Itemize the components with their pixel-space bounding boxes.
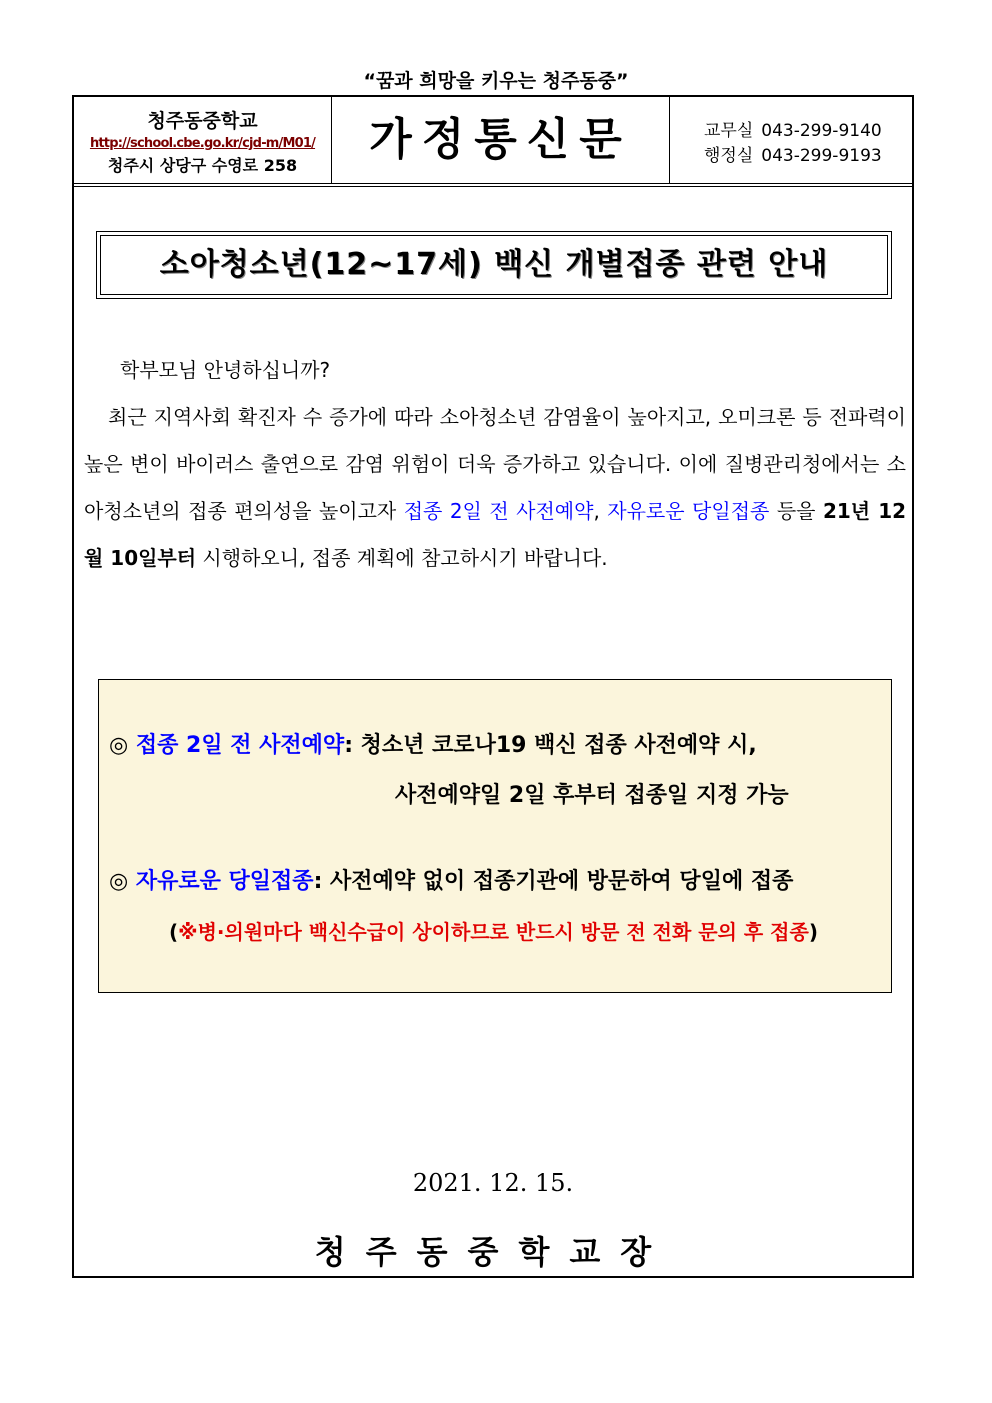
body-paragraph [84, 394, 906, 582]
school-name: 청주동중학교 [147, 110, 258, 132]
school-address: 청주시 상당구 수영로 258 [107, 156, 298, 175]
title-box [96, 231, 892, 299]
contact-label: 행정실 [704, 146, 754, 166]
info-note [169, 916, 818, 945]
contacts [670, 97, 912, 183]
info-item-2-desc: : 사전예약 없이 접종기관에 방문하여 당일에 접종 [313, 869, 794, 894]
info-box [98, 679, 892, 993]
greeting: 학부모님 안녕하십니까? [120, 358, 331, 382]
principal-signature: 청주동중학교장 [314, 1233, 672, 1271]
info-item-1-desc2: 사전예약일 2일 후부터 접종일 지정 가능 [395, 783, 789, 808]
note-paren: ) [808, 920, 818, 944]
contact-label: 교무실 [704, 121, 754, 141]
body-text-part: 등을 [769, 499, 823, 523]
contact-row [704, 144, 912, 169]
start-date: 21년 12월 10일부터 [84, 499, 907, 570]
issue-date: 2021. 12. 15. [412, 1169, 574, 1197]
note-text: ※병·의원마다 백신수급이 상이하므로 반드시 방문 전 전화 문의 후 접종 [178, 920, 809, 944]
info-item-1 [109, 728, 757, 759]
bullet-mark: ◎ [109, 733, 129, 758]
info-item-2-title: 자유로운 당일접종 [135, 869, 314, 894]
header-divider [74, 186, 912, 187]
body-text-part: 최근 지역사회 확진자 수 증가에 따라 소아청소년 감염율이 높아지고, 오미크론 등 전파력이 높은 변이 바이러스 출연으로 감염 위험이 더욱 증가하고 있습니다. 이에 질병관리청에서는 소아청소년의 접종 편의성을 높이고자 [84, 405, 906, 523]
contact-phone: 043-299-9140 [761, 121, 882, 141]
info-item-2 [109, 864, 793, 895]
body-text-part: , [593, 499, 608, 523]
info-item-1-desc: : 청소년 코로나19 백신 접종 사전예약 시, [344, 733, 757, 758]
highlight-same-day: 자유로운 당일접종 [607, 499, 770, 523]
school-info [74, 97, 332, 183]
body-text [84, 347, 906, 582]
header [74, 97, 912, 184]
note-paren: ( [169, 920, 179, 944]
info-item-1-title: 접종 2일 전 사전예약 [135, 733, 345, 758]
contact-phone: 043-299-9193 [761, 146, 882, 166]
newsletter-frame [72, 95, 914, 1278]
highlight-preregistration: 접종 2일 전 사전예약 [403, 499, 594, 523]
motto: “꿈과 희망을 키우는 청주동중” [363, 70, 629, 92]
notice-title: 소아청소년(12~17세) 백신 개별접종 관련 안내 [100, 235, 888, 295]
bullet-mark: ◎ [109, 869, 129, 894]
school-url-link[interactable]: http://school.cbe.go.kr/cjd-m/M01/ [89, 136, 316, 151]
body-text-part: 시행하오니, 접종 계획에 참고하시기 바랍니다. [196, 546, 608, 570]
contact-row [704, 119, 912, 144]
newsletter-title: 가정통신문 [332, 97, 670, 183]
